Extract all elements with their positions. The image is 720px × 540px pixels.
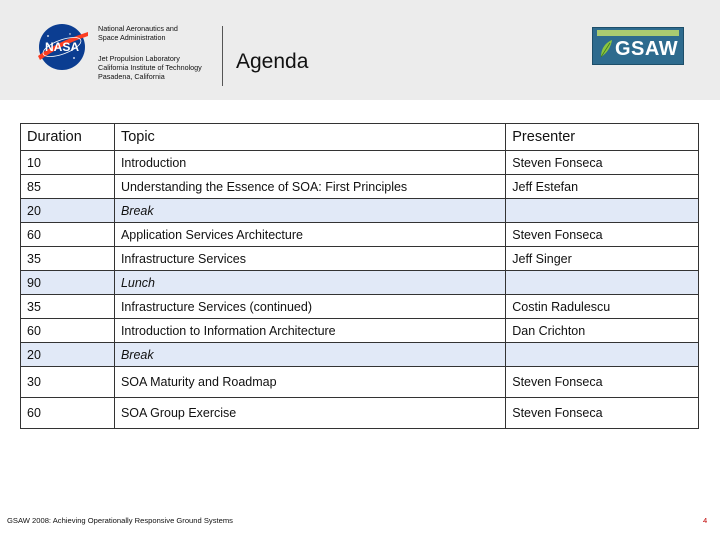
presenter-cell bbox=[506, 199, 699, 223]
topic-cell: SOA Group Exercise bbox=[114, 398, 505, 429]
duration-cell: 85 bbox=[21, 175, 115, 199]
table-row bbox=[21, 247, 699, 271]
duration-cell: 30 bbox=[21, 367, 115, 398]
presenter-cell: Costin Radulescu bbox=[506, 295, 699, 319]
presenter-cell: Steven Fonseca bbox=[506, 223, 699, 247]
table-row bbox=[21, 319, 699, 343]
page-number: 4 bbox=[703, 516, 708, 525]
header-duration: Duration bbox=[21, 124, 115, 151]
break-row bbox=[21, 271, 699, 295]
table-row bbox=[21, 398, 699, 429]
table-header-row bbox=[21, 124, 699, 151]
duration-cell: 90 bbox=[21, 271, 115, 295]
header-topic: Topic bbox=[114, 124, 505, 151]
duration-cell: 10 bbox=[21, 151, 115, 175]
presenter-cell: Jeff Singer bbox=[506, 247, 699, 271]
page-title: Agenda bbox=[236, 50, 309, 73]
footer-text: GSAW 2008: Achieving Operationally Responsive Ground Systems bbox=[7, 516, 233, 525]
duration-cell: 20 bbox=[21, 343, 115, 367]
table-row bbox=[21, 151, 699, 175]
duration-cell: 60 bbox=[21, 223, 115, 247]
table-row bbox=[21, 223, 699, 247]
nasa-logo-text: NASA bbox=[44, 40, 80, 54]
org-line-1: National Aeronautics and bbox=[98, 24, 178, 33]
topic-cell: Infrastructure Services bbox=[114, 247, 505, 271]
presenter-cell: Steven Fonseca bbox=[506, 398, 699, 429]
presenter-cell bbox=[506, 271, 699, 295]
presenter-cell: Jeff Estefan bbox=[506, 175, 699, 199]
header-band bbox=[0, 0, 720, 100]
topic-cell: Lunch bbox=[114, 271, 505, 295]
topic-cell: Introduction to Information Architecture bbox=[114, 319, 505, 343]
table-row bbox=[21, 295, 699, 319]
header-presenter: Presenter bbox=[506, 124, 699, 151]
org-block bbox=[98, 24, 202, 81]
duration-cell: 35 bbox=[21, 247, 115, 271]
lab-line-3: Pasadena, California bbox=[98, 72, 165, 81]
duration-cell: 35 bbox=[21, 295, 115, 319]
leaf-icon bbox=[599, 39, 613, 59]
topic-cell: SOA Maturity and Roadmap bbox=[114, 367, 505, 398]
duration-cell: 60 bbox=[21, 398, 115, 429]
topic-cell: Application Services Architecture bbox=[114, 223, 505, 247]
gsaw-logo-tagline-bar bbox=[597, 30, 679, 36]
agenda-table bbox=[20, 123, 699, 429]
topic-cell: Break bbox=[114, 343, 505, 367]
duration-cell: 60 bbox=[21, 319, 115, 343]
topic-cell: Introduction bbox=[114, 151, 505, 175]
topic-cell: Understanding the Essence of SOA: First Principles bbox=[114, 175, 505, 199]
presenter-cell: Dan Crichton bbox=[506, 319, 699, 343]
break-row bbox=[21, 343, 699, 367]
table-row bbox=[21, 175, 699, 199]
header-divider bbox=[222, 26, 223, 86]
topic-cell: Break bbox=[114, 199, 505, 223]
org-line-2: Space Administration bbox=[98, 33, 166, 42]
table-row bbox=[21, 367, 699, 398]
nasa-logo bbox=[34, 22, 90, 72]
duration-cell: 20 bbox=[21, 199, 115, 223]
agenda-body bbox=[21, 151, 699, 429]
lab-line-2: California Institute of Technology bbox=[98, 63, 202, 72]
break-row bbox=[21, 199, 699, 223]
topic-cell: Infrastructure Services (continued) bbox=[114, 295, 505, 319]
presenter-cell: Steven Fonseca bbox=[506, 151, 699, 175]
lab-line-1: Jet Propulsion Laboratory bbox=[98, 54, 180, 63]
gsaw-logo-text: GSAW bbox=[615, 38, 679, 60]
gsaw-logo bbox=[592, 27, 684, 65]
presenter-cell bbox=[506, 343, 699, 367]
presenter-cell: Steven Fonseca bbox=[506, 367, 699, 398]
